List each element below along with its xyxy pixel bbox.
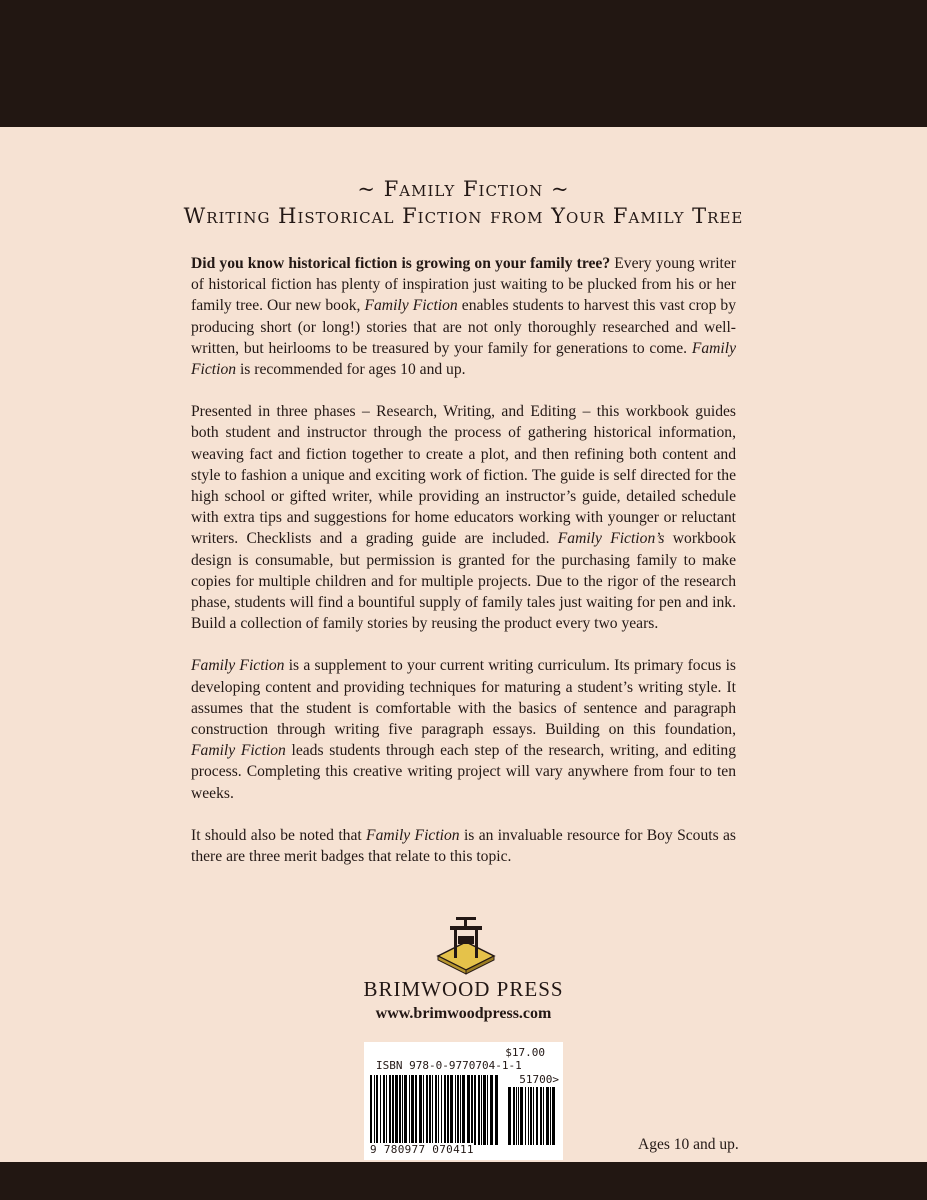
barcode-bar bbox=[415, 1075, 417, 1145]
paragraph-text: workbook design is consumable, but permission is granted for the purchasing family to make copies for multiple children and for multiple projects. Due to the rigor of the research phase, students will find a bountiful supply of family tales just waiting for pen and ink. Build a collection of family stories by reusing the product every two years. bbox=[191, 530, 737, 633]
barcode-supplement: 51700> bbox=[519, 1073, 559, 1086]
age-recommendation: Ages 10 and up. bbox=[638, 1136, 739, 1153]
book-title-italic: Family Fiction bbox=[191, 339, 736, 379]
barcode-bar bbox=[474, 1075, 476, 1145]
barcode-bar bbox=[495, 1075, 498, 1145]
barcode-bar bbox=[374, 1075, 375, 1145]
barcode-bar bbox=[530, 1087, 532, 1145]
barcode-bar bbox=[481, 1075, 482, 1145]
barcode-bar bbox=[404, 1075, 407, 1145]
paragraph-text: is an invaluable resource for Boy Scouts as there are three merit badges that relate to this topic. bbox=[191, 826, 736, 866]
barcode-bar bbox=[483, 1075, 486, 1145]
price-text: $17.00 bbox=[505, 1046, 545, 1059]
barcode-bar bbox=[487, 1075, 488, 1145]
barcode-bar bbox=[550, 1087, 551, 1145]
barcode-bar bbox=[395, 1075, 398, 1145]
book-title-italic: Family Fiction bbox=[191, 742, 286, 760]
barcode-bar bbox=[467, 1075, 470, 1145]
barcode-bar bbox=[457, 1075, 459, 1145]
barcode-bar bbox=[423, 1075, 424, 1145]
barcode-bar bbox=[435, 1075, 437, 1145]
barcode-bar bbox=[411, 1075, 414, 1145]
heading-subtitle: Writing Historical Fiction from Your Family Tree bbox=[183, 204, 744, 228]
barcode-bar bbox=[543, 1087, 544, 1145]
barcode-bar bbox=[409, 1075, 410, 1145]
book-title-italic: Family Fiction bbox=[364, 297, 458, 315]
barcode-bar bbox=[389, 1075, 391, 1145]
publisher-url: www.brimwoodpress.com bbox=[375, 1005, 552, 1022]
barcode-bar bbox=[533, 1087, 534, 1145]
book-title-italic: Family Fiction’s bbox=[557, 530, 665, 548]
printing-press-icon bbox=[432, 914, 498, 976]
barcode-bar bbox=[536, 1087, 538, 1145]
barcode-bar bbox=[383, 1075, 385, 1145]
description-paragraph bbox=[191, 253, 736, 380]
barcode-bar bbox=[376, 1075, 378, 1145]
description-paragraph bbox=[191, 401, 736, 634]
book-title-italic: Family Fiction bbox=[191, 657, 285, 675]
publisher-name: BRIMWOOD PRESS bbox=[363, 977, 564, 1001]
barcode-bar bbox=[508, 1087, 511, 1145]
paragraph-text: Presented in three phases – Research, Writing, and Editing – this workbook guides both student and instructor through the process of gathering historical information, weaving fact and fiction together to create a plot, and then refining both content and style to fashion a unique and exciting work of fiction. The guide is self directed for the high school or gifted writer, while providing an instructor’s guide, detailed schedule with extra tips and suggestions for home educators working with younger or reluctant writers. Checklists and a grading guide are included. bbox=[191, 403, 736, 548]
barcode-bar bbox=[426, 1075, 428, 1145]
barcode-bar bbox=[528, 1087, 529, 1145]
barcode-bar bbox=[540, 1087, 542, 1145]
bottom-dark-band bbox=[0, 1162, 927, 1200]
barcode-bar bbox=[386, 1075, 387, 1145]
description-body bbox=[191, 253, 736, 888]
barcode-bar bbox=[441, 1075, 442, 1145]
barcode-bar bbox=[447, 1075, 449, 1145]
barcode-bar bbox=[380, 1075, 381, 1145]
book-title-italic: Family Fiction bbox=[366, 826, 460, 844]
barcode-bar bbox=[444, 1075, 446, 1145]
barcode-bar bbox=[438, 1075, 439, 1145]
heading-title: ~ Family Fiction ~ bbox=[357, 177, 570, 201]
paragraph-text: is recommended for ages 10 and up. bbox=[236, 361, 466, 379]
barcode-bar bbox=[490, 1075, 493, 1145]
barcode-bar bbox=[392, 1075, 394, 1145]
paragraph-text: It should also be noted that bbox=[191, 826, 367, 844]
barcode-bars bbox=[370, 1075, 557, 1145]
barcode-label bbox=[364, 1042, 563, 1160]
barcode-bar bbox=[432, 1075, 433, 1145]
barcode-bar bbox=[518, 1087, 519, 1145]
description-paragraph bbox=[191, 655, 736, 803]
lead-question: Did you know historical fiction is growing on your family tree? bbox=[191, 255, 611, 272]
barcode-bar bbox=[455, 1075, 456, 1145]
barcode-bar bbox=[460, 1075, 461, 1145]
barcode-bar bbox=[370, 1075, 372, 1145]
barcode-bar bbox=[525, 1087, 526, 1145]
barcode-bar bbox=[462, 1075, 465, 1145]
barcode-bar bbox=[552, 1087, 555, 1145]
barcode-bar bbox=[402, 1075, 403, 1145]
barcode-bar bbox=[419, 1075, 422, 1145]
paragraph-text: is a supplement to your current writing curriculum. Its primary focus is developing content and providing techniques for maturing a student’s writing style. It assumes that the student is comfortable with the basics of sentence and paragraph construction through writing five paragraph essays. Building on this foundation, bbox=[191, 657, 737, 739]
description-paragraph bbox=[191, 825, 736, 867]
paragraph-text: leads students through each step of the research, writing, and editing process. Completing this creative writing project will vary anywhere from four to ten weeks. bbox=[191, 742, 736, 802]
barcode-bar bbox=[516, 1087, 517, 1145]
book-heading bbox=[0, 176, 927, 230]
barcode-bar bbox=[471, 1075, 473, 1145]
top-dark-band bbox=[0, 0, 927, 127]
barcode-bar bbox=[546, 1087, 549, 1145]
barcode-bar bbox=[429, 1075, 431, 1145]
paragraph-text: enables students to harvest this vast crop by producing short (or long!) stories that are not only thoroughly researched and well-written, but heirlooms to be treasured by your family for generations to come. bbox=[191, 297, 737, 357]
barcode-bar bbox=[520, 1087, 523, 1145]
barcode-digits: 9 780977 070411 bbox=[370, 1143, 474, 1156]
barcode-bar bbox=[513, 1087, 515, 1145]
paragraph-text: Every young writer of historical fiction has plenty of inspiration just waiting to be plucked from his or her family tree. Our new book, bbox=[191, 255, 736, 315]
barcode-bar bbox=[399, 1075, 401, 1145]
barcode-bar bbox=[478, 1075, 480, 1145]
barcode-bar bbox=[450, 1075, 453, 1145]
isbn-text: ISBN 978-0-9770704-1-1 bbox=[376, 1059, 522, 1072]
